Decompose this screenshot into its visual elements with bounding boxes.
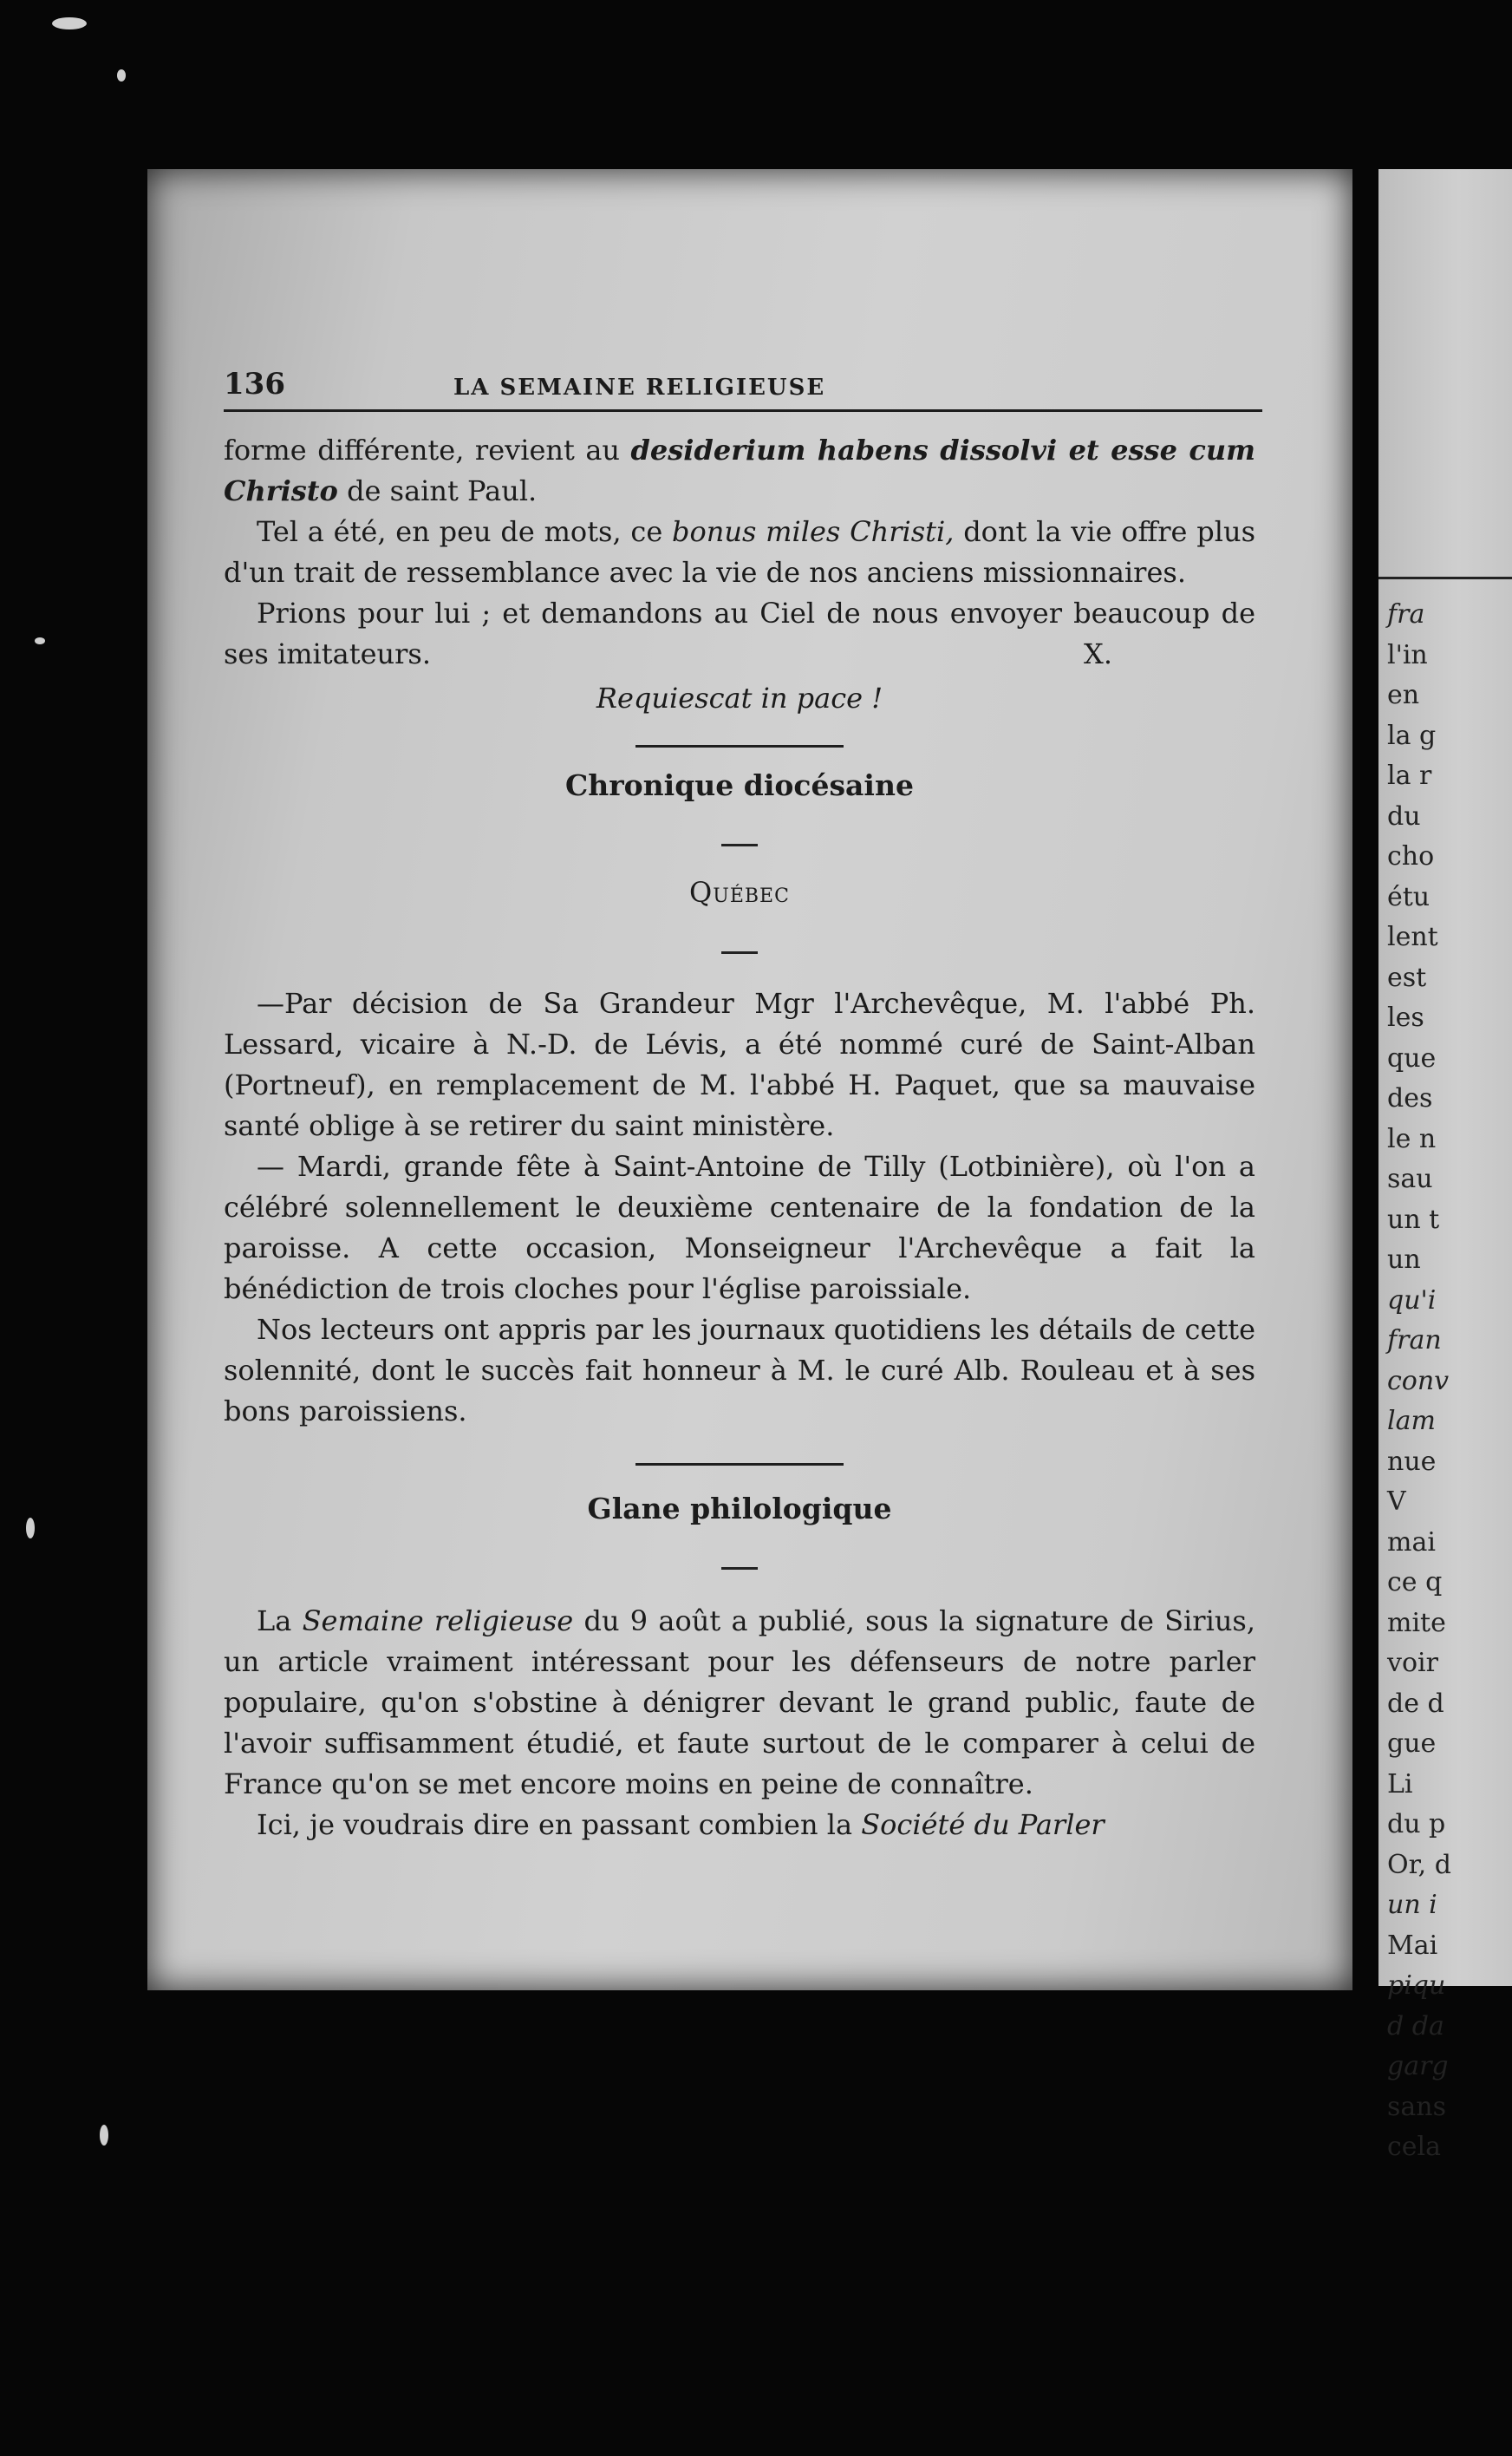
paragraph-1 — [224, 430, 1255, 512]
scan-speck — [35, 637, 45, 644]
glane-p2-text-a: Ici, je voudrais dire en passant combien la — [257, 1808, 862, 1841]
page-number: 136 — [224, 367, 285, 402]
page-content — [224, 364, 1255, 1845]
scan-speck — [52, 17, 87, 29]
adjacent-page-line: la g — [1387, 720, 1437, 751]
adjacent-page-line: garg — [1387, 2051, 1449, 2081]
p1-latin-quote: desiderium habens dissolvi et esse cum Christo — [224, 434, 1256, 507]
adjacent-page-line: la r — [1387, 761, 1432, 791]
adjacent-page-line: fra — [1387, 599, 1425, 630]
glane-p1-text-a: La — [257, 1604, 303, 1637]
scan-speck — [26, 1518, 35, 1538]
paragraph-2 — [224, 512, 1255, 593]
adjacent-page-line: du p — [1387, 1809, 1446, 1839]
adjacent-page-line: d da — [1387, 2010, 1444, 2041]
section-rule-1 — [635, 745, 844, 748]
adjacent-page-line: l'in — [1387, 639, 1428, 670]
requiescat: Requiescat in pace ! — [596, 682, 883, 715]
adjacent-page — [1378, 169, 1512, 2162]
adjacent-page-line: étu — [1387, 881, 1431, 912]
adjacent-page-line: Li — [1387, 1768, 1413, 1800]
adjacent-page-line: lam — [1387, 1406, 1436, 1436]
adjacent-page-line: sans — [1387, 2091, 1446, 2122]
signature: X. — [1084, 637, 1112, 670]
glane-p2-title: Société du Parler — [861, 1808, 1105, 1841]
adjacent-page-rule — [1378, 577, 1512, 579]
glane-p1-text-b: du 9 août a publié, sous la signature de Sirius, un article vraiment intéressant pour les défenseurs de notre parler populaire, qu'on s'obstine à dénigrer devant le grand public, faute de l'avoir suffisamment étudié, et faute surtout de le comparer à celui de France qu'on se met encore moins en peine de connaître. — [224, 1604, 1256, 1800]
running-title: LA SEMAINE RELIGIEUSE — [453, 375, 826, 401]
scan-speck — [117, 69, 126, 82]
p3-text: Prions pour lui ; et demandons au Ciel de nous envoyer beaucoup de ses imitateurs. — [224, 597, 1255, 670]
adjacent-page-line: un i — [1387, 1890, 1437, 1920]
adjacent-page-line: piqu — [1387, 1970, 1446, 2001]
page-header — [224, 364, 1255, 408]
adjacent-page-line: conv — [1387, 1365, 1450, 1396]
dash-3 — [224, 1546, 1255, 1587]
adjacent-page-line: les — [1387, 1003, 1424, 1033]
adjacent-page-line: Mai — [1387, 1930, 1438, 1961]
adjacent-page-line: gue — [1387, 1728, 1437, 1759]
chronique-subheading: Québec — [689, 876, 790, 909]
header-rule — [224, 409, 1262, 412]
adjacent-page-line: V — [1387, 1486, 1406, 1517]
adjacent-page-line: qu'i — [1387, 1284, 1437, 1316]
adjacent-page-line: mite — [1387, 1607, 1446, 1638]
chronique-heading: Chronique diocésaine — [565, 768, 914, 802]
adjacent-page-line: sau — [1387, 1164, 1433, 1194]
adjacent-page-line: nue — [1387, 1446, 1437, 1477]
adjacent-page-line: mai — [1387, 1526, 1436, 1558]
p2-latin-phrase: bonus miles Christi, — [672, 515, 955, 548]
chronique-paragraph-1: —Par décision de Sa Grandeur Mgr l'Archevêque, M. l'abbé Ph. Lessard, vicaire à N.-D. de Lévis, a été nommé curé de Saint-Alban (Portneuf), en remplacement de M. l'abbé H. Paquet, que sa mauvaise santé oblige à se retirer du saint ministère. — [224, 987, 1255, 1142]
adjacent-page-line: de d — [1387, 1688, 1444, 1719]
adjacent-page-line: Or, d — [1387, 1849, 1451, 1880]
glane-heading: Glane philologique — [587, 1492, 892, 1525]
dash-2 — [224, 931, 1255, 971]
adjacent-page-line: fran — [1387, 1325, 1442, 1355]
adjacent-page-line: un — [1387, 1244, 1421, 1275]
adjacent-page-line: ce q — [1387, 1567, 1443, 1597]
chronique-paragraph-3: Nos lecteurs ont appris par les journaux quotidiens les détails de cette solennité, dont le succès fait honneur à M. le curé Alb. Rouleau et à ses bons paroissiens. — [224, 1313, 1255, 1427]
adjacent-page-line: cho — [1387, 841, 1435, 872]
glane-paragraph-1 — [224, 1601, 1255, 1805]
adjacent-page-line: que — [1387, 1042, 1437, 1074]
glane-p1-title: Semaine religieuse — [302, 1604, 574, 1637]
adjacent-page-line: le n — [1387, 1123, 1437, 1154]
dash-1 — [224, 823, 1255, 864]
section-rule-2 — [635, 1463, 844, 1466]
adjacent-page-line: est — [1387, 962, 1427, 993]
p1-text-b: de saint Paul. — [337, 474, 538, 507]
adjacent-page-line: en — [1387, 680, 1420, 710]
adjacent-page-line: des — [1387, 1083, 1433, 1114]
adjacent-page-line: voir — [1387, 1648, 1438, 1678]
chronique-paragraph-2: — Mardi, grande fête à Saint-Antoine de Tilly (Lotbinière), où l'on a célébré solennellement le deuxième centenaire de la fondation de la paroisse. A cette occasion, Monseigneur l'Archevêque a fait la bénédiction de trois cloches pour l'église paroissiale. — [224, 1150, 1255, 1305]
adjacent-page-line: du — [1387, 800, 1421, 832]
scan-speck — [100, 2125, 108, 2146]
adjacent-page-line: lent — [1387, 922, 1438, 952]
p2-text-a: Tel a été, en peu de mots, ce — [257, 515, 673, 548]
adjacent-page-line: un t — [1387, 1204, 1440, 1235]
p2-text-b: dont la vie offre plus d'un trait de ressemblance avec la vie de nos anciens missionnaires. — [224, 515, 1256, 589]
p1-text-a: forme différente, revient au — [224, 434, 631, 467]
adjacent-page-line: cela — [1387, 2132, 1442, 2162]
glane-paragraph-2 — [224, 1805, 1255, 1845]
